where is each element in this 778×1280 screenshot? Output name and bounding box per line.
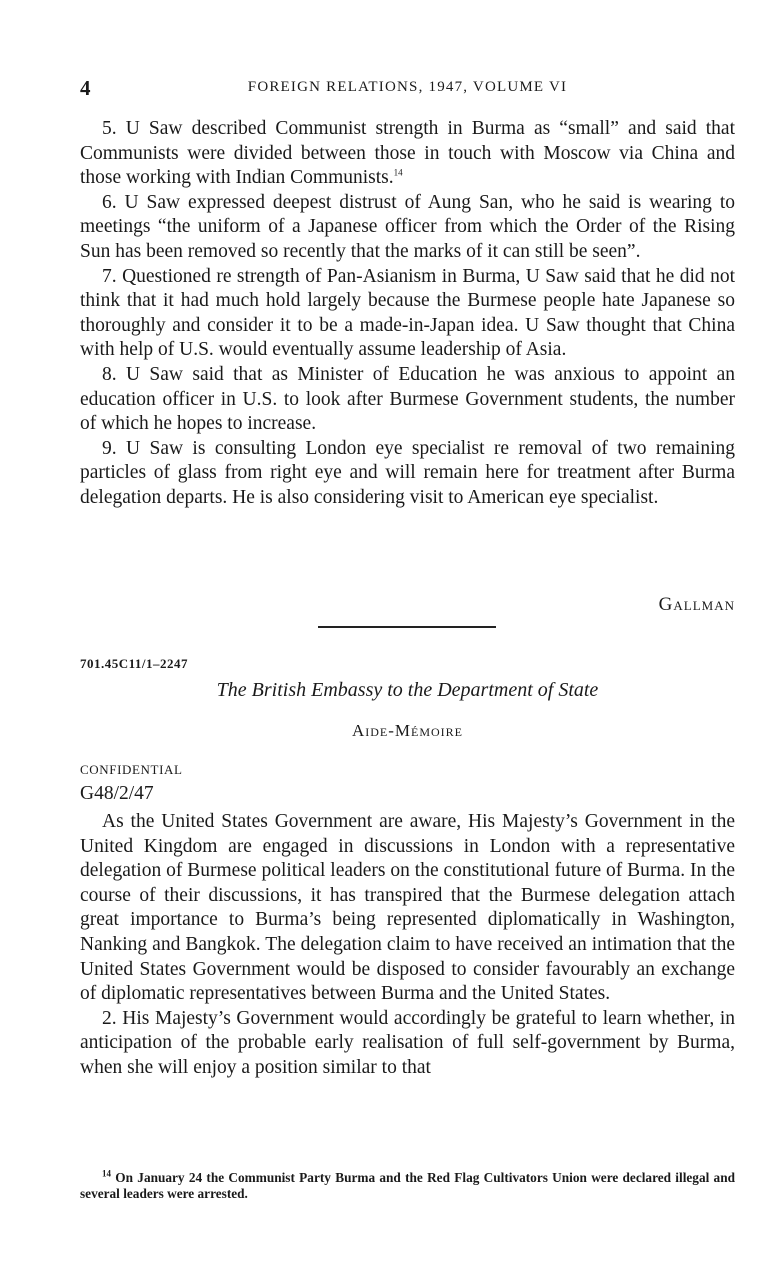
file-number: 701.45C11/1–2247: [80, 656, 189, 671]
running-header: [80, 76, 735, 98]
document-type: Aide-Mémoire: [351, 721, 464, 740]
footnote-number: 14: [102, 1168, 111, 1179]
footnote-text-block: [80, 1170, 735, 1202]
footnote-text: On January 24 the Communist Party Burma and the Red Flag Cultivators Union were declared illegal and several leaders were arrested.: [80, 1170, 735, 1201]
telegram-body: [80, 117, 735, 511]
aide-memoire-paragraph-1: As the United States Government are aware, His Majesty’s Government in the United Kingdom are engaged in discussions in London with a representative delegation of Burmese political leaders on the constitutional future of Burma. In the course of their discussions, it has transpired that the Burmese delegation attach great importance to Burma’s being represented diplomatically in Washington, Nanking and Bangkok. The delegation claim to have received an intimation that the United States Government would be disposed to consider favourably an exchange of diplomatic representatives between Burma and the United States.: [80, 811, 735, 1005]
running-title: FOREIGN RELATIONS, 1947, VOLUME VI: [247, 79, 568, 95]
telegram-paragraph-7: 7. Questioned re strength of Pan-Asianism in Burma, U Saw said that he did not think that it had much hold largely because the Burmese people hate Japanese so thoroughly and consider it to be a made-in-Japan idea. U Saw thought that China with help of U.S. would eventually assume leadership of Asia.: [80, 265, 735, 361]
footnote-reference: 14: [393, 167, 403, 178]
aide-memoire-body: [80, 810, 735, 1081]
page-number: 4: [80, 76, 91, 100]
section-divider: [318, 626, 496, 628]
telegram-paragraph-8: 8. U Saw said that as Minister of Education he was anxious to appoint an education officer in U.S. to look after Burmese Government students, the number of which he hopes to increase.: [80, 363, 735, 435]
telegram-paragraph-5: [80, 117, 735, 191]
aide-memoire-paragraph-2: 2. His Majesty’s Government would accordingly be grateful to learn whether, in anticipation of the probable early realisation of full self-government by Burma, when she will enjoy a position similar to that: [80, 1007, 735, 1078]
document-title: The British Embassy to the Department of State: [216, 679, 599, 701]
classification-label: CONFIDENTIAL: [80, 762, 183, 777]
telegram-paragraph-9: 9. U Saw is consulting London eye specialist re removal of two remaining particles of glass from right eye and will remain here for treatment after Burma delegation departs. He is also considering visit to American eye specialist.: [80, 437, 735, 508]
footnote-14: [80, 1170, 735, 1202]
paragraph-text: 5. U Saw described Communist strength in Burma as “small” and said that Communists were divided between those in touch with Moscow via China and those working with Indian Communists.: [80, 118, 735, 189]
document-page: [80, 0, 735, 1280]
signature: Gallman: [658, 594, 735, 615]
reference-number: G48/2/47: [80, 783, 154, 804]
telegram-paragraph-6: 6. U Saw expressed deepest distrust of Aung San, who he said is wearing to meetings “the uniform of a Japanese officer from which the Order of the Rising Sun has been removed so recently that the marks of it can still be seen”.: [80, 191, 735, 262]
